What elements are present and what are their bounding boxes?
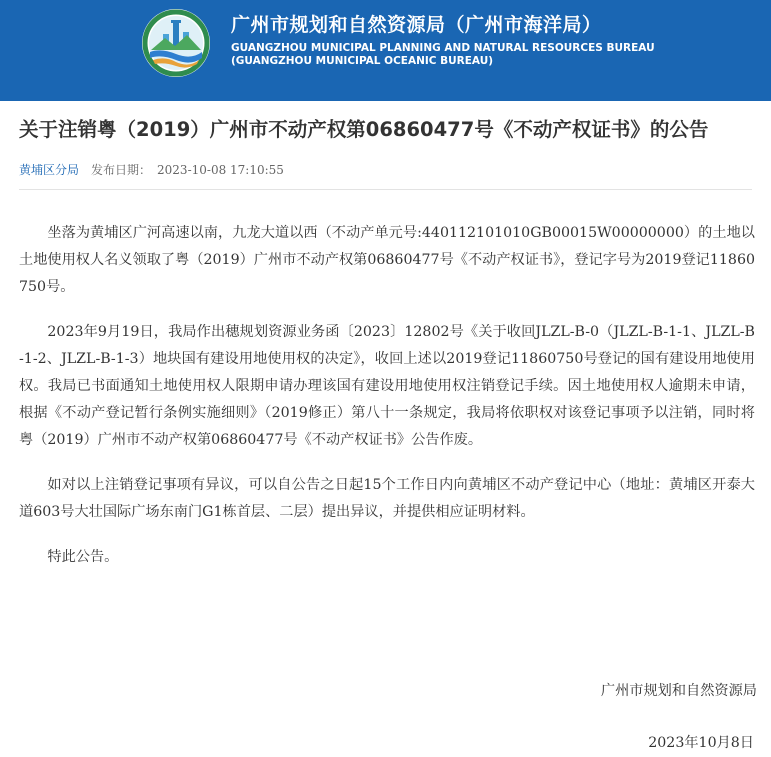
header-title-en-line2: (GUANGZHOU MUNICIPAL OCEANIC BUREAU) [231, 55, 494, 67]
header-title-en [231, 42, 655, 68]
bureau-emblem-icon [141, 8, 211, 78]
article-body [19, 220, 755, 589]
article-meta [19, 161, 284, 178]
signature-date: 2023年10月8日 [648, 735, 754, 751]
paragraph: 坐落为黄埔区广河高速以南，九龙大道以西（不动产单元号:440112101010GB00015W00000000）的土地以土地使用权人名义领取了粤（2019）广州市不动产权第06860477号《不动产权证书》，登记字号为2019登记11860750号。 [19, 225, 755, 295]
paragraph: 特此公告。 [47, 549, 119, 565]
article-source-link[interactable]: 黄埔区分局 [19, 163, 80, 177]
title-divider [19, 189, 752, 190]
signature-org: 广州市规划和自然资源局 [600, 683, 757, 699]
header-title-en-line1: GUANGZHOU MUNICIPAL PLANNING AND NATURAL RESOURCES BUREAU [231, 42, 655, 54]
paragraph: 2023年9月19日，我局作出穗规划资源业务函〔2023〕12802号《关于收回JLZL-B-0（JLZL-B-1-1、JLZL-B-1-2、JLZL-B-1-3）地块国有建设用地使用权的决定》，收回上述以2019登记11860750号登记的国有建设用地使用权。我局已书面通知土地使用权人限期申请办理该国有建设用地使用权注销登记手续。因土地使用权人逾期未申请，根据《不动产登记暂行条例实施细则》（2019修正）第八十一条规定，我局将依职权对该登记事项予以注销，同时将粤（2019）广州市不动产权第06860477号《不动产权证书》公告作废。 [19, 324, 755, 448]
publish-date-label: 发布日期： [91, 163, 152, 177]
article-title: 关于注销粤（2019）广州市不动产权第06860477号《不动产权证书》的公告 [19, 118, 709, 141]
paragraph: 如对以上注销登记事项有异议，可以自公告之日起15个工作日内向黄埔区不动产登记中心（地址：黄埔区开泰大道603号大壮国际广场东南门G1栋首层、二层）提出异议，并提供相应证明材料。 [19, 477, 755, 520]
publish-date: 2023-10-08 17:10:55 [157, 163, 284, 177]
site-header [0, 0, 771, 101]
header-title-cn: 广州市规划和自然资源局（广州市海洋局） [231, 14, 602, 36]
